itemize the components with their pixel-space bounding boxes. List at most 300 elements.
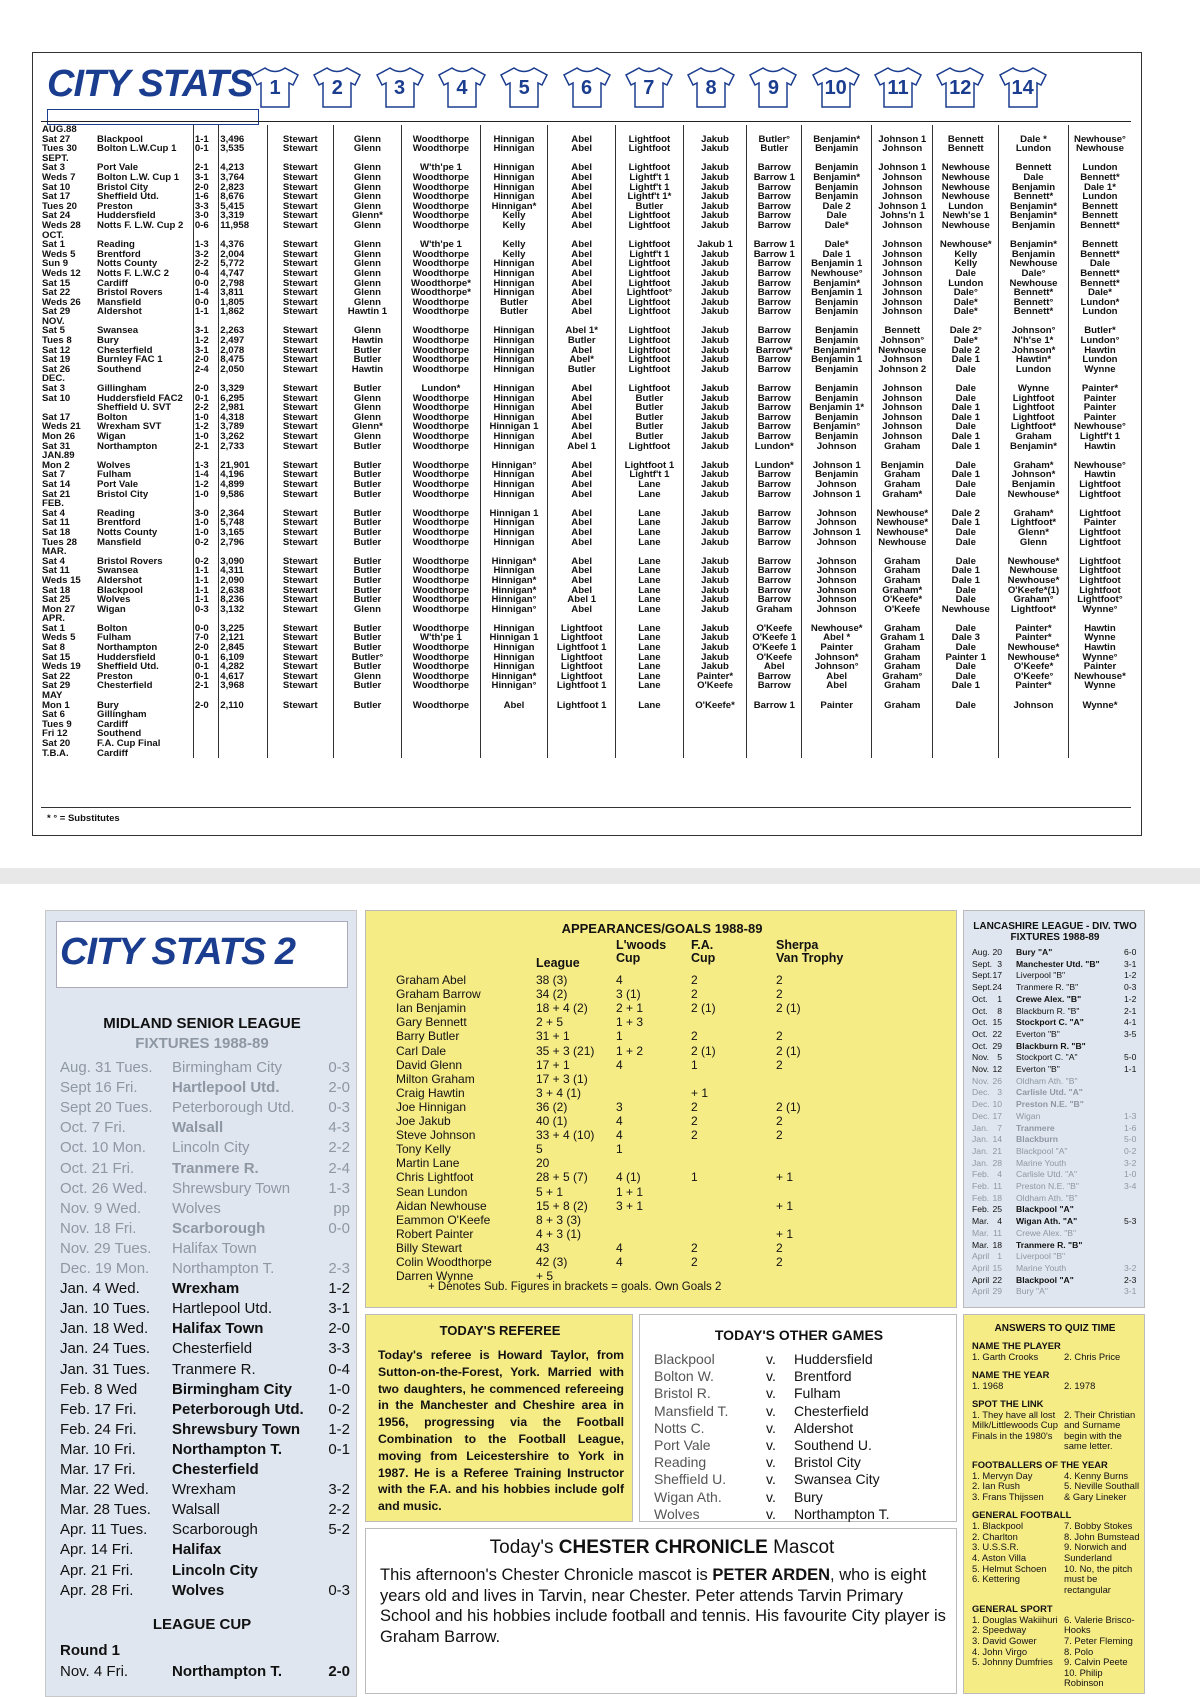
month-row [41,374,1131,384]
player-cell: Johnson° [872,336,933,346]
fixture-month: Nov. [972,1075,990,1086]
player-cell: Bennett* [1068,173,1131,183]
player-cell: Lightfoot [616,279,684,289]
player-cell: Johnson 1 [802,461,872,471]
player-cell: Jakub 1 [683,240,746,250]
player-cell: O'Keefe 1 [747,643,802,653]
player-cell: Dale [933,384,999,394]
player-cell: Abel [548,192,616,202]
player-cell: Lundon [1068,307,1131,317]
player-cell: Abel [548,528,616,538]
fixture-score: 1-1 [1124,1064,1137,1074]
player-cell: Abel [548,490,616,500]
appearance-row [396,1241,956,1255]
midland-subheading: FIXTURES 1988-89 [135,1035,269,1052]
player-cell: Woodthorpe [402,509,480,519]
fixture-month: Dec. [972,1087,990,1098]
fixture-date: Sept 20 Tues. [60,1099,153,1117]
score: 1-0 [193,413,218,423]
player-cell: Newhouse* [1068,672,1131,682]
match-date: Sat 18 [42,585,71,596]
player-cell: Jakub [683,336,746,346]
league-apps: 17 + 1 [536,1057,570,1072]
player-cell: Stewart [267,403,333,413]
player-cell: Butler [333,586,402,596]
spacer-cell [219,547,268,557]
player-cell: Stewart [267,135,333,145]
player-cell: Benjamin [999,183,1069,193]
league-apps: 28 + 5 (7) [536,1170,588,1185]
player-cell: Stewart [267,298,333,308]
spacer-cell [548,499,616,509]
player-cell: Lundon [1068,163,1131,173]
player-cell [402,720,480,730]
player-cell: Abel 1* [548,326,616,336]
player-cell: Dale [933,461,999,471]
month-label: JAN.89 [42,451,75,461]
player-cell: Abel 1 [548,442,616,452]
attendance: 2,090 [219,576,268,586]
fixture-date: Oct. 26 Wed. [60,1179,148,1197]
player-cell: Benjamin* [999,202,1069,212]
match-date: Weds 28 [42,220,81,231]
player-cell: Abel [747,662,802,672]
month-row [41,499,1131,509]
player-cell: Barrow [747,566,802,576]
player-cell: Jakub [683,557,746,567]
player-cell: Woodthorpe [402,144,480,154]
player-cell: Abel [548,259,616,269]
player-cell: Woodthorpe [402,643,480,653]
player-cell: Jakub [683,250,746,260]
spacer-cell [267,614,333,624]
player-cell: Stewart [267,202,333,212]
lwoods-apps: 1 + 2 [616,1043,644,1058]
spacer-cell [747,231,802,241]
fixture-day: 5 [997,1052,1002,1063]
player-cell: Benjamin* [802,346,872,356]
player-cell [747,739,802,749]
title-underline-box [47,109,259,125]
player-cell: Newhouse* [872,518,933,528]
player-cell: Graham [747,605,802,615]
player-cell: Johnson [872,422,933,432]
appearance-row [396,1100,956,1114]
player-cell: Woodthorpe [402,269,480,279]
lancs-fixture-row [972,1006,1144,1017]
opponent: Cardiff [97,748,128,759]
match-date: Sat 6 [42,710,65,720]
opponent: Bristol City [97,182,149,193]
player-cell: Kelly [480,211,548,221]
match-row [41,729,1131,739]
attendance: 3,329 [219,384,268,394]
fixture-score: 0-3 [328,1099,350,1117]
player-cell: Barrow [747,307,802,317]
shirt-number: 11 [887,77,909,99]
player-cell: Lightfoot [1068,480,1131,490]
player-cell: Bennett* [1068,221,1131,231]
attendance: 2,823 [219,183,268,193]
player-cell: Dale 1 [933,403,999,413]
other-game-row [654,1420,954,1438]
player-cell: Jakub [683,355,746,365]
fixture-opponent: Everton "B" [1016,1028,1060,1039]
player-cell: Abel [480,701,548,711]
sherpa-apps: 2 [776,1057,783,1072]
league-apps: 4 + 3 (1) [536,1226,582,1241]
league-apps: 38 (3) [536,973,568,987]
match-date: Sat 14 [42,479,71,490]
player-cell: Johnson [802,576,872,586]
player-cell: Lundon* [747,442,802,452]
score: 0-1 [193,144,218,154]
spacer-cell [872,231,933,241]
player-cell: Abel [548,394,616,404]
player-cell: Jakub [683,365,746,375]
match-date: Sat 24 [42,211,71,221]
score: 2-0 [193,183,218,193]
player-cell: Painter* [999,681,1069,691]
lancs-fixture-row [972,1263,1144,1274]
fixture-opponent: Preston N.E. "B" [1016,1181,1079,1191]
player-cell: Woodthorpe [402,576,480,586]
spacer-cell [616,499,684,509]
appearance-row [396,1086,956,1100]
opponent: Bury [97,336,119,346]
fixture-month: Feb. [972,1169,990,1180]
player-cell: Graham [872,643,933,653]
player-cell: Stewart [267,250,333,260]
player-cell: Hinnigan [480,269,548,279]
player-name: Martin Lane [396,1156,460,1171]
player-cell: Jakub [683,576,746,586]
away-team: Brentford [794,1368,852,1385]
spacer-cell [802,451,872,461]
fixture-day: 15 [992,1017,1002,1028]
player-cell: Stewart [267,394,333,404]
shirt-number-1 [248,65,302,109]
fixture-score: 2-1 [1124,1005,1137,1016]
fixture-opponent: Carlisle Utd. "A" [1016,1169,1078,1180]
player-name: Chris Lightfoot [396,1170,474,1185]
month-row [41,451,1131,461]
player-cell: Butler [616,202,684,212]
player-cell: N'h'se 1* [999,336,1069,346]
spacer-cell [219,154,268,164]
player-cell: Hinnigan 1 [480,633,548,643]
lancs-fixture-row [972,1216,1144,1227]
other-game-row [654,1368,954,1386]
score: 0-1 [193,672,218,682]
fixture-row [60,1280,350,1300]
spacer-cell [333,317,402,327]
player-cell: Johnson [802,518,872,528]
fixture-opponent: Walsall [172,1501,220,1519]
match-date: Mon 27 [42,604,76,615]
player-cell: Lane [616,586,684,596]
fa-apps: 1 [691,1057,698,1072]
lancs-fixture-row [972,994,1144,1005]
spacer-cell [548,614,616,624]
fa-apps: 2 [691,1240,698,1255]
fixture-month: Oct. [972,1005,988,1016]
opponent: Reading [97,240,135,250]
player-name: Joe Jakub [396,1114,451,1128]
player-cell: Woodthorpe [402,653,480,663]
league-apps: 43 [536,1240,550,1255]
away-team: Swansea City [794,1471,880,1488]
attendance: 11,958 [219,221,268,231]
player-cell: Lane [616,518,684,528]
player-cell: Lane [616,643,684,653]
match-row [41,432,1131,442]
player-cell: Barrow [747,509,802,519]
player-cell: Abel [548,221,616,231]
player-cell [1068,739,1131,749]
appearance-row [396,1227,956,1241]
player-cell: Stewart [267,279,333,289]
player-cell [333,749,402,759]
player-name: Darren Wynne [396,1269,474,1284]
fixture-opponent: Lincoln City [172,1139,250,1157]
shirt-number-5 [497,65,551,109]
player-cell: Bennett [933,144,999,154]
player-cell: Johnson [802,557,872,567]
quiz-answer-right: 2. Their Christian and Surname begin with the same letter. [1064,1408,1136,1452]
fa-apps: 2 [691,1255,698,1269]
mascot-text: This afternoon's Chester Chronicle mascot is PETER ARDEN, who is eight years old and lives in Tarvin, near Chester. Peter attends Tarvin Primary School and his hobbies include football and tennis. His favourite City player is Graham Barrow. [380,1566,946,1646]
city-stats-page [32,52,1142,836]
player-cell: Stewart [267,518,333,528]
player-cell [267,749,333,759]
fixture-row [60,1079,350,1099]
fixture-day: 25 [992,1204,1002,1215]
player-cell: Jakub [683,538,746,548]
player-cell: Dale [933,557,999,567]
spacer-cell [267,154,333,164]
shirt-number-9 [746,65,800,109]
fixture-month: Sept. [972,958,993,969]
opponent: Bristol City [97,489,149,500]
fixture-month: Jan. [972,1145,989,1156]
other-game-row [654,1385,954,1403]
match-date: Weds 7 [42,172,76,183]
player-cell: Barrow [747,672,802,682]
opponent: Fulham [97,633,132,644]
player-cell: Graham [872,662,933,672]
player-cell: Lane [616,528,684,538]
match-date: Tues 28 [42,537,78,548]
spacer-cell [480,125,548,135]
player-cell: Glenn* [999,528,1069,538]
player-cell: Johnson [872,384,933,394]
player-cell: Stewart [267,586,333,596]
attendance: 3,132 [219,605,268,615]
score [193,739,218,749]
player-cell: Benjamin* [999,211,1069,221]
player-cell: Benjamin 1 [802,259,872,269]
score: 2-0 [193,643,218,653]
spacer-cell [193,154,218,164]
player-cell: Abel [548,144,616,154]
player-cell: Woodthorpe [402,432,480,442]
player-cell [333,710,402,720]
match-row [41,173,1131,183]
player-cell: Graham [872,557,933,567]
lwoods-apps: 1 [616,1029,623,1044]
player-cell: Graham 1 [872,633,933,643]
player-cell: Newhouse [933,163,999,173]
player-cell [999,710,1069,720]
score: 1-1 [193,595,218,605]
fixture-opponent: Halifax Town [172,1239,257,1257]
player-cell: Newhouse [872,538,933,548]
player-cell: Dale* [933,298,999,308]
lancs-fixture-row [972,1123,1144,1134]
player-cell: Stewart [267,192,333,202]
fixture-opponent: Blackpool "A" [1016,1145,1068,1156]
player-cell: Woodthorpe [402,681,480,691]
opponent: Brentford [97,249,141,260]
player-cell: Lightfoot [999,394,1069,404]
player-cell: Jakub [683,135,746,145]
league-apps: 3 + 4 (1) [536,1085,582,1100]
spacer-cell [96,691,193,701]
match-date: Sat 29 [42,681,71,692]
player-cell: Butler [333,509,402,519]
player-cell: Abel [548,163,616,173]
player-cell: Jakub [683,173,746,183]
score: 3-1 [193,346,218,356]
player-cell: Dale 2° [933,326,999,336]
month-label: AUG.88 [42,125,77,135]
player-cell: Bennett [933,135,999,145]
player-cell: Newh'se 1 [933,211,999,221]
fixture-row [60,1340,350,1360]
player-cell: Benjamin [802,307,872,317]
lancashire-league-panel [963,910,1145,1308]
player-cell: Graham* [872,490,933,500]
player-cell: Graham [872,624,933,634]
player-cell [683,749,746,759]
fixture-score: 1-0 [328,1380,350,1398]
score: 2-1 [193,681,218,691]
fixture-opponent: Oldham Ath. "B" [1016,1075,1078,1086]
player-cell: Hinnigan* [480,202,548,212]
player-name: Eammon O'Keefe [396,1212,491,1227]
fixture-month: Oct. [972,1040,988,1051]
fixture-opponent: Hartlepool Utd. [172,1079,280,1097]
score: 0-0 [193,298,218,308]
player-cell: Barrow [747,269,802,279]
player-cell: Newhouse [933,192,999,202]
player-cell: Graham [872,480,933,490]
fixture-opponent: Manchester Utd. "B" [1016,958,1100,969]
player-cell: Lightfoot [616,240,684,250]
player-cell: Newhouse [872,346,933,356]
page-title: CITY STATS [47,63,253,105]
score: 2-0 [193,701,218,711]
other-games-heading: TODAY'S OTHER GAMES [714,1327,884,1343]
quiz-section-heading: GENERAL SPORT [972,1602,1053,1614]
fixture-row [60,1240,350,1260]
attendance: 2,364 [219,509,268,519]
player-cell: Barrow [747,490,802,500]
player-name: Robert Painter [396,1226,474,1241]
player-cell: Lane [616,701,684,711]
player-cell: Lightf't 1 [616,470,684,480]
player-cell: Woodthorpe [402,422,480,432]
opponent: Swansea [97,566,139,576]
player-cell: Butler [548,336,616,346]
player-cell: Lightfoot [999,403,1069,413]
player-cell: Graham° [872,672,933,682]
versus: v. [766,1402,776,1419]
fixture-score: 3-2 [1124,1157,1137,1168]
sherpa-apps: + 1 [776,1226,794,1241]
player-cell: Lundon° [1068,336,1131,346]
player-cell: Johnson [802,595,872,605]
match-date: Sat 10 [42,182,71,193]
spacer-cell [933,691,999,701]
player-cell: Newhouse° [1068,461,1131,471]
spacer-cell [1068,125,1131,135]
player-cell: Glenn [333,403,402,413]
match-date: Sat 25 [42,595,71,605]
player-cell: Painter [1068,394,1131,404]
spacer-cell [193,374,218,384]
spacer-cell [193,317,218,327]
referee-text: Today's referee is Howard Taylor, from Sutton-on-the-Forest, York. Married with two daughters, he commenced refereeing in the Manchester and Cheshire area in 1956, progressing via the Football Combination to the Football League, moving from Leicestershire to York in 1987. He is a Referee Training Instructor with the F.A. and his hobbies include golf and music. [378,1348,624,1514]
match-row [41,442,1131,452]
quiz-answer-left: 1. Garth Crooks [972,1351,1039,1362]
score: 0-0 [193,279,218,289]
match-row [41,701,1131,711]
player-cell: Woodthorpe [402,221,480,231]
fixture-opponent: Blackburn R. "B" [1016,1040,1086,1051]
player-cell: Lightfoot [1068,490,1131,500]
fixture-opponent: Crewe Alex. "B" [1016,993,1082,1004]
appearance-row [396,1170,956,1184]
other-game-row [654,1351,954,1369]
fixture-month: Oct. [972,993,988,1004]
player-cell: Jakub [683,269,746,279]
fa-apps: 2 [691,987,698,1002]
spacer-cell [193,451,218,461]
spacer-cell [1068,691,1131,701]
spacer-cell [333,231,402,241]
fixture-month: Oct. [972,1028,988,1039]
attendance [219,739,268,749]
player-cell [872,720,933,730]
player-cell: Bennett [999,163,1069,173]
player-cell: Barrow [747,183,802,193]
player-cell: Jakub [683,586,746,596]
attendance: 2,078 [219,346,268,356]
player-cell: Jakub [683,326,746,336]
versus: v. [766,1454,776,1471]
fixture-score: 2-2 [328,1139,350,1157]
league-apps: 15 + 8 (2) [536,1198,588,1213]
player-cell [747,749,802,759]
player-cell: Barrow [747,422,802,432]
player-cell [548,720,616,730]
player-cell: Jakub [683,528,746,538]
fixture-score: 4-1 [1124,1017,1137,1028]
league-apps: + 5 [536,1269,554,1284]
player-cell: Benjamin 1 [802,355,872,365]
